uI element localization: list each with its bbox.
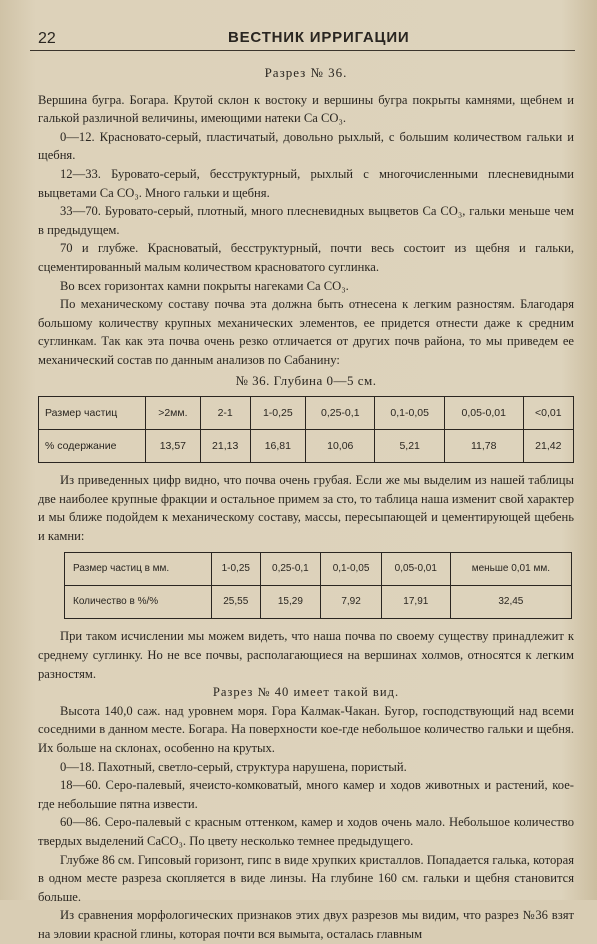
paragraph: Во всех горизонтах камни покрыты нагеками Ca CO₃.	[60, 278, 349, 293]
table-header-cell: 1-0,25	[212, 553, 261, 586]
paragraph: При таком исчислении мы можем видеть, что наша почва по своему существу принадлежит к среднему суглинку. Но не все почвы, располагающиеся на вершинах холмов, относятся к легким разностям.	[38, 629, 574, 681]
table-header-cell: 2-1	[200, 397, 250, 430]
table-row-label: % содержание	[39, 430, 146, 463]
mechanical-composition-table	[38, 396, 574, 463]
paragraph: 70 и глубже. Красноватый, бесструктурный, почти весь состоит из щебня и гальки, сцементированный малым количеством красноватого суглинка.	[38, 241, 574, 274]
table-caption: № 36. Глубина 0—5 см.	[235, 372, 377, 388]
table-header-cell: 0,25-0,1	[306, 397, 375, 430]
table-cell: 17,91	[381, 586, 450, 619]
table-header-cell: меньше 0,01 мм.	[450, 553, 571, 586]
paragraph: Из сравнения морфологических признаков этих двух разрезов мы видим, что разрез №36 взят на эловии красной глины, которая почти вся вымыта, осталась главным	[38, 908, 574, 941]
table-cell: 7,92	[321, 586, 382, 619]
paragraph: Вершина бугра. Богара. Крутой склон к востоку и вершины бугра покрыты камнями, щебнем и галькой различной величины, имеющими натеки Ca CO₃.	[38, 92, 574, 126]
table-row	[39, 430, 574, 463]
table-header-cell: 0,1-0,05	[321, 553, 382, 586]
paragraph: 0—12. Красновато-серый, пластичатый, довольно рыхлый, с большим количеством гальки и щебня.	[38, 129, 574, 163]
table-cell: 11,78	[444, 430, 523, 463]
table-cell: 13,57	[146, 430, 201, 463]
table-header-cell: 0,05-0,01	[381, 553, 450, 586]
paragraph: По механическому составу почва эта должна быть отнесена к легким разностям. Благодаря большому количеству крупных механических элементов, ее придется отнести даже к средним суглинкам. Так как эта почва очень резко отличается от других почв района, то мы приведем ее механический состав по данным анализов по Сабанину:	[38, 297, 574, 367]
table-cell: 21,13	[200, 430, 250, 463]
table-cell: 10,06	[306, 430, 375, 463]
table-header-cell: 0,05-0,01	[444, 397, 523, 430]
recalculated-composition-table	[64, 552, 572, 619]
paragraph: Из приведенных цифр видно, что почва очень грубая. Если же мы выделим из нашей таблицы две наиболее крупные фракции и остальное примем за сто, то таблица наша изменит свой характер и мы ближе подойдем к механическому составу, массы, пересыпающей и цементирующей щебень и камни:	[38, 473, 574, 543]
paragraph: 18—60. Серо-палевый, ячеисто-комковатый, много камер и ходов животных и растений, кое-где небольшие пятна извести.	[38, 778, 574, 811]
table-header-cell: Размер частиц в мм.	[65, 553, 212, 586]
section-title-40: Разрез № 40 имеет такой вид.	[212, 685, 400, 700]
table-header-row	[39, 397, 574, 430]
table-header-cell: Размер частиц	[39, 397, 146, 430]
table-header-cell: >2мм.	[146, 397, 201, 430]
paragraph: Высота 140,0 саж. над уровнем моря. Гора Калмак-Чакан. Бугор, господствующий над всеми соседними в данном месте. Богара. На поверхности кое-где небольшое количество гальки и щебня. Их больше на склонах, особенно на крутых.	[38, 703, 574, 756]
table-cell: 15,29	[260, 586, 321, 619]
table-cell: 16,81	[250, 430, 305, 463]
table-row	[65, 586, 572, 619]
table-cell: 21,42	[523, 430, 573, 463]
paragraph: Глубже 86 см. Гипсовый горизонт, гипс в виде хрупких кристаллов. Попадается галька, которая в одном месте разреза скопляется в виде линзы. На глубине 160 см. гальки и щебня становится больше.	[38, 852, 574, 904]
table-header-row	[65, 553, 572, 586]
table-header-cell: 0,1-0,05	[375, 397, 444, 430]
paragraph: 60—86. Серо-палевый с красным оттенком, камер и ходов очень мало. Небольшое количество твердых выделений CaCO₃. По цвету несколько темнее предыдущего.	[38, 815, 574, 848]
paragraph: 33—70. Буровато-серый, плотный, много плесневидных выцветов Ca CO₃, гальки меньше чем в предыдущем.	[38, 204, 574, 237]
table-cell: 5,21	[375, 430, 444, 463]
table-row-label: Количество в %/%	[65, 586, 212, 619]
paragraph: 0—18. Пахотный, светло-серый, структура нарушена, пористый.	[60, 759, 407, 774]
page-content	[38, 64, 574, 944]
page-header	[30, 28, 575, 51]
journal-title: ВЕСТНИК ИРРИГАЦИИ	[228, 29, 410, 46]
page-number: 22	[38, 30, 56, 47]
table-cell: 25,55	[212, 586, 261, 619]
table-header-cell: 1-0,25	[250, 397, 305, 430]
table-cell: 32,45	[450, 586, 571, 619]
paragraph: 12—33. Буровато-серый, бесструктурный, рыхлый с многочисленными плесневидными выцветами Ca CO₃. Много гальки и щебня.	[38, 166, 574, 200]
table-header-cell: 0,25-0,1	[260, 553, 321, 586]
section-title-36: Разрез № 36.	[264, 65, 348, 80]
table-header-cell: <0,01	[523, 397, 573, 430]
